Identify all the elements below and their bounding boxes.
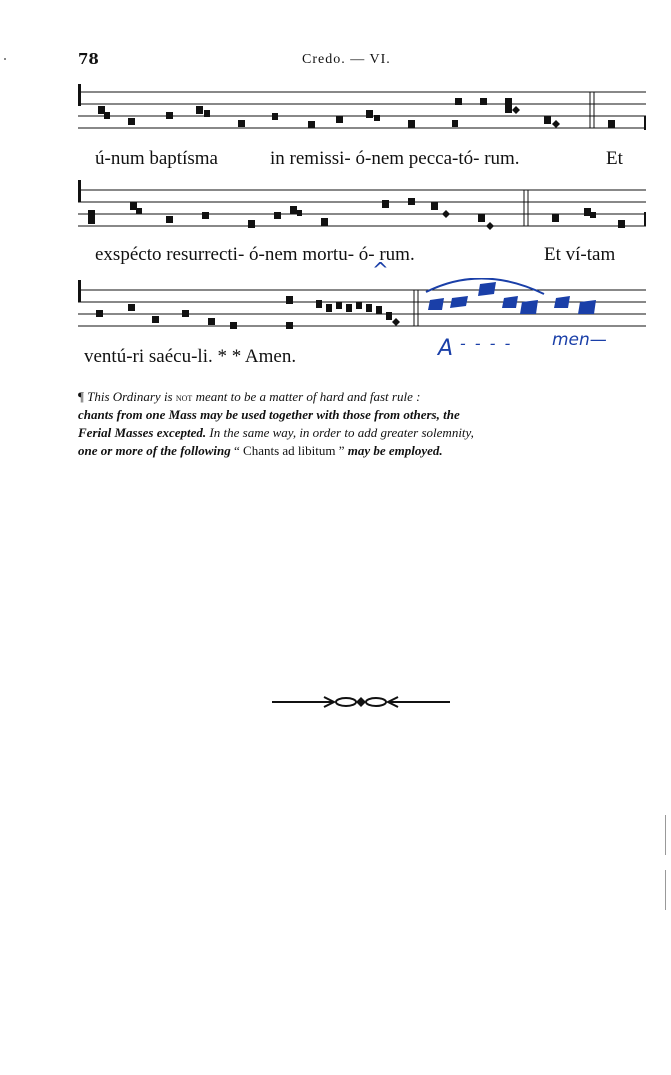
chant-staff-2 — [78, 180, 646, 242]
rubric-not: not — [175, 390, 193, 404]
handwritten-amen-a: A — [438, 336, 454, 361]
margin-speck — [4, 58, 6, 60]
handwritten-amen-men: men— — [552, 330, 607, 350]
lyric-line-2a: exspécto resurrecti- ó-nem mortu- ó- rum. — [95, 244, 415, 265]
chant-staff-1 — [78, 84, 646, 146]
rubric-part-4: Ferial Masses excepted. — [78, 425, 207, 440]
running-title: Credo. — VI. — [302, 52, 391, 67]
rubric-part-8: may be employed. — [344, 443, 443, 458]
pilcrow-icon: ¶ — [78, 389, 84, 404]
handwritten-amen-dashes: - - - - — [460, 334, 513, 353]
rubric-part-3: chants from one Mass may be used together with those from others, the — [78, 407, 460, 422]
margin-mark — [665, 815, 666, 855]
lyric-line-1c: Et — [606, 148, 623, 169]
rubric-part-7: “ Chants ad libitum ” — [234, 443, 345, 458]
rubric-note — [78, 388, 644, 460]
c-clef-icon — [78, 180, 81, 202]
lyric-line-2b: Et ví-tam — [544, 244, 616, 265]
lyric-line-3: ventú-ri saécu-li. * * Amen. — [84, 346, 297, 367]
c-clef-icon — [78, 84, 81, 106]
rubric-part-5: In the same way, in order to add greater solemnity, — [206, 425, 474, 440]
tailpiece-ornament-icon — [272, 694, 450, 710]
rubric-part-1: This Ordinary is — [87, 389, 176, 404]
c-clef-icon — [78, 280, 81, 302]
margin-mark — [665, 870, 666, 910]
lyric-line-1b: in remissi- ó-nem pecca-tó- rum. — [270, 148, 520, 169]
rubric-part-2: meant to be a matter of hard and fast rule : — [192, 389, 421, 404]
handwritten-caret: ^ — [372, 258, 389, 282]
rubric-part-6: one or more of the following — [78, 443, 235, 458]
lyric-line-1a: ú-num baptísma — [95, 148, 218, 169]
page-number: 78 — [78, 50, 99, 68]
